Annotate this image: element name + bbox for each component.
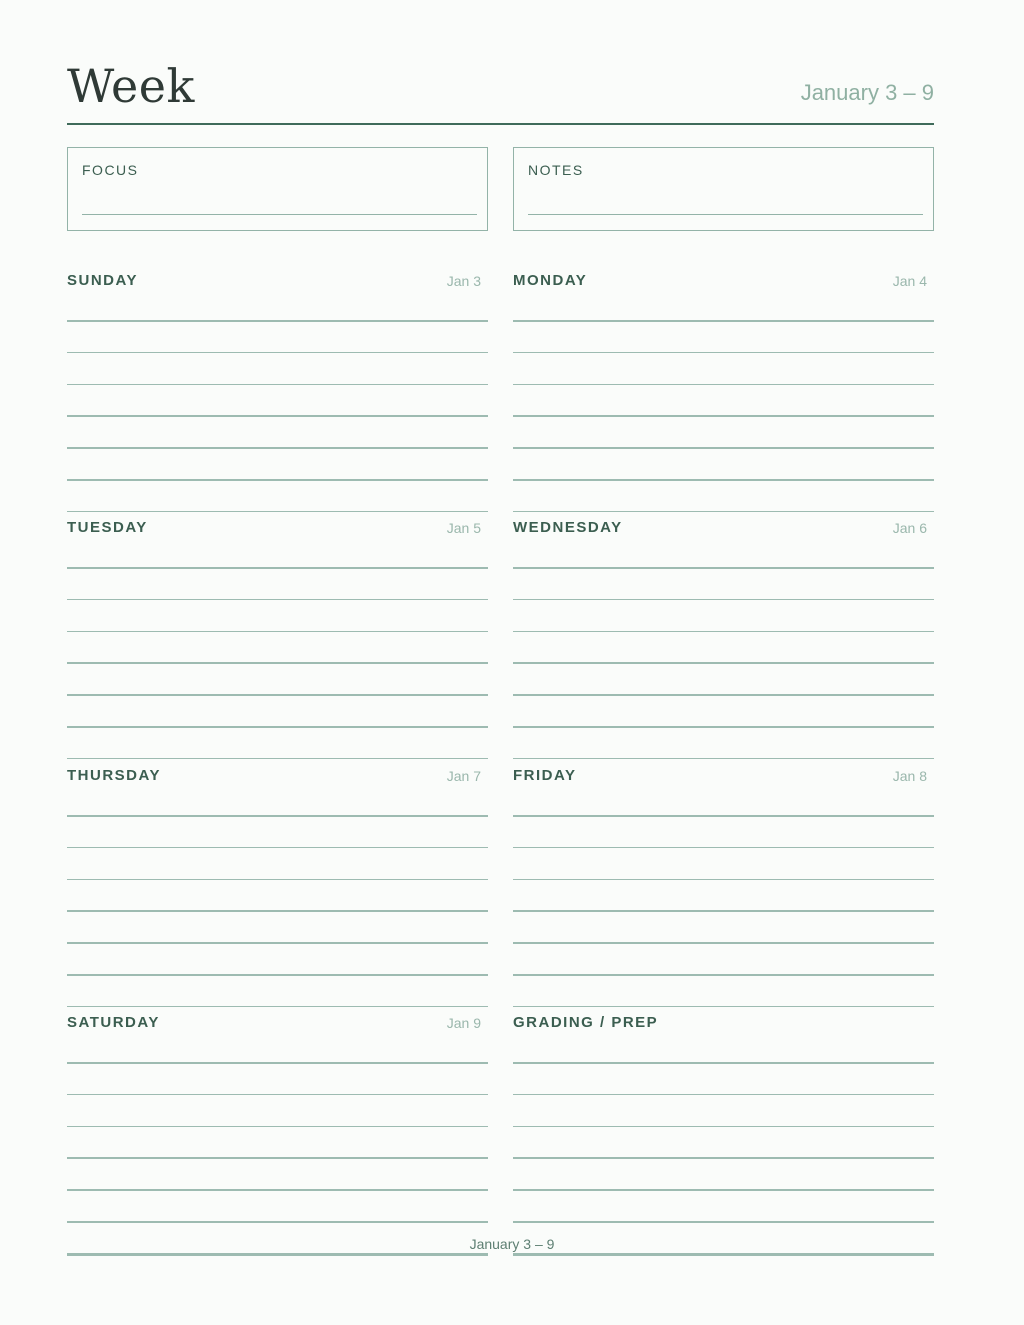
writing-line[interactable]: [67, 511, 488, 513]
writing-line[interactable]: [67, 1189, 488, 1191]
day-name: THURSDAY: [67, 767, 161, 784]
focus-label: FOCUS: [82, 162, 139, 178]
day-date: Jan 5: [446, 520, 481, 536]
writing-line[interactable]: [513, 320, 934, 322]
writing-line[interactable]: [513, 694, 934, 696]
writing-line[interactable]: [67, 974, 488, 976]
day-date: Jan 4: [892, 273, 927, 289]
writing-line[interactable]: [67, 415, 488, 417]
day-date: Jan 9: [446, 1015, 481, 1031]
writing-line[interactable]: [67, 384, 488, 386]
week-date-range: January 3 – 9: [800, 80, 934, 105]
focus-box[interactable]: [67, 147, 488, 231]
writing-line[interactable]: [513, 567, 934, 569]
footer-line: [67, 1254, 488, 1256]
writing-line[interactable]: [67, 1006, 488, 1008]
writing-line[interactable]: [67, 942, 488, 944]
writing-line[interactable]: [67, 447, 488, 449]
day-name: FRIDAY: [513, 767, 577, 784]
writing-line[interactable]: [513, 1006, 934, 1008]
writing-line[interactable]: [513, 726, 934, 728]
header-divider: [67, 123, 934, 125]
footer-line: [513, 1254, 934, 1256]
writing-line[interactable]: [513, 599, 934, 601]
notes-label: NOTES: [528, 162, 584, 178]
writing-line[interactable]: [513, 1189, 934, 1191]
writing-line[interactable]: [67, 1157, 488, 1159]
writing-line[interactable]: [513, 815, 934, 817]
writing-line[interactable]: [513, 447, 934, 449]
day-name: TUESDAY: [67, 519, 148, 536]
writing-line[interactable]: [513, 910, 934, 912]
writing-line[interactable]: [513, 879, 934, 881]
writing-line[interactable]: [67, 479, 488, 481]
writing-line[interactable]: [67, 815, 488, 817]
day-date: Jan 7: [446, 768, 481, 784]
writing-line[interactable]: [513, 384, 934, 386]
writing-line[interactable]: [67, 599, 488, 601]
writing-line[interactable]: [67, 1126, 488, 1128]
writing-line[interactable]: [67, 1221, 488, 1223]
writing-line[interactable]: [513, 415, 934, 417]
writing-line[interactable]: [513, 974, 934, 976]
day-name: MONDAY: [513, 272, 588, 289]
day-name: GRADING / PREP: [513, 1014, 659, 1031]
writing-line[interactable]: [67, 879, 488, 881]
writing-line[interactable]: [67, 352, 488, 354]
writing-line[interactable]: [513, 1126, 934, 1128]
writing-line[interactable]: [67, 320, 488, 322]
writing-line[interactable]: [67, 662, 488, 664]
notes-box[interactable]: [513, 147, 934, 231]
writing-line[interactable]: [67, 1062, 488, 1064]
day-date: Jan 6: [892, 520, 927, 536]
day-date: Jan 3: [446, 273, 481, 289]
focus-writing-line: [82, 214, 477, 215]
notes-writing-line: [528, 214, 923, 215]
day-name: SATURDAY: [67, 1014, 160, 1031]
writing-line[interactable]: [67, 910, 488, 912]
writing-line[interactable]: [513, 662, 934, 664]
writing-line[interactable]: [513, 1094, 934, 1096]
writing-line[interactable]: [513, 511, 934, 513]
writing-line[interactable]: [513, 631, 934, 633]
writing-line[interactable]: [67, 726, 488, 728]
writing-line[interactable]: [513, 352, 934, 354]
writing-line[interactable]: [513, 1221, 934, 1223]
writing-line[interactable]: [513, 942, 934, 944]
day-date: Jan 8: [892, 768, 927, 784]
day-name: WEDNESDAY: [513, 519, 623, 536]
page-title: Week: [67, 59, 195, 113]
writing-line[interactable]: [513, 1062, 934, 1064]
footer-date-range: January 3 – 9: [469, 1236, 555, 1252]
writing-line[interactable]: [67, 758, 488, 760]
writing-line[interactable]: [513, 479, 934, 481]
writing-line[interactable]: [67, 694, 488, 696]
writing-line[interactable]: [67, 847, 488, 849]
writing-line[interactable]: [67, 1094, 488, 1096]
writing-line[interactable]: [67, 567, 488, 569]
day-name: SUNDAY: [67, 272, 138, 289]
writing-line[interactable]: [513, 847, 934, 849]
writing-line[interactable]: [67, 631, 488, 633]
writing-line[interactable]: [513, 758, 934, 760]
writing-line[interactable]: [513, 1157, 934, 1159]
